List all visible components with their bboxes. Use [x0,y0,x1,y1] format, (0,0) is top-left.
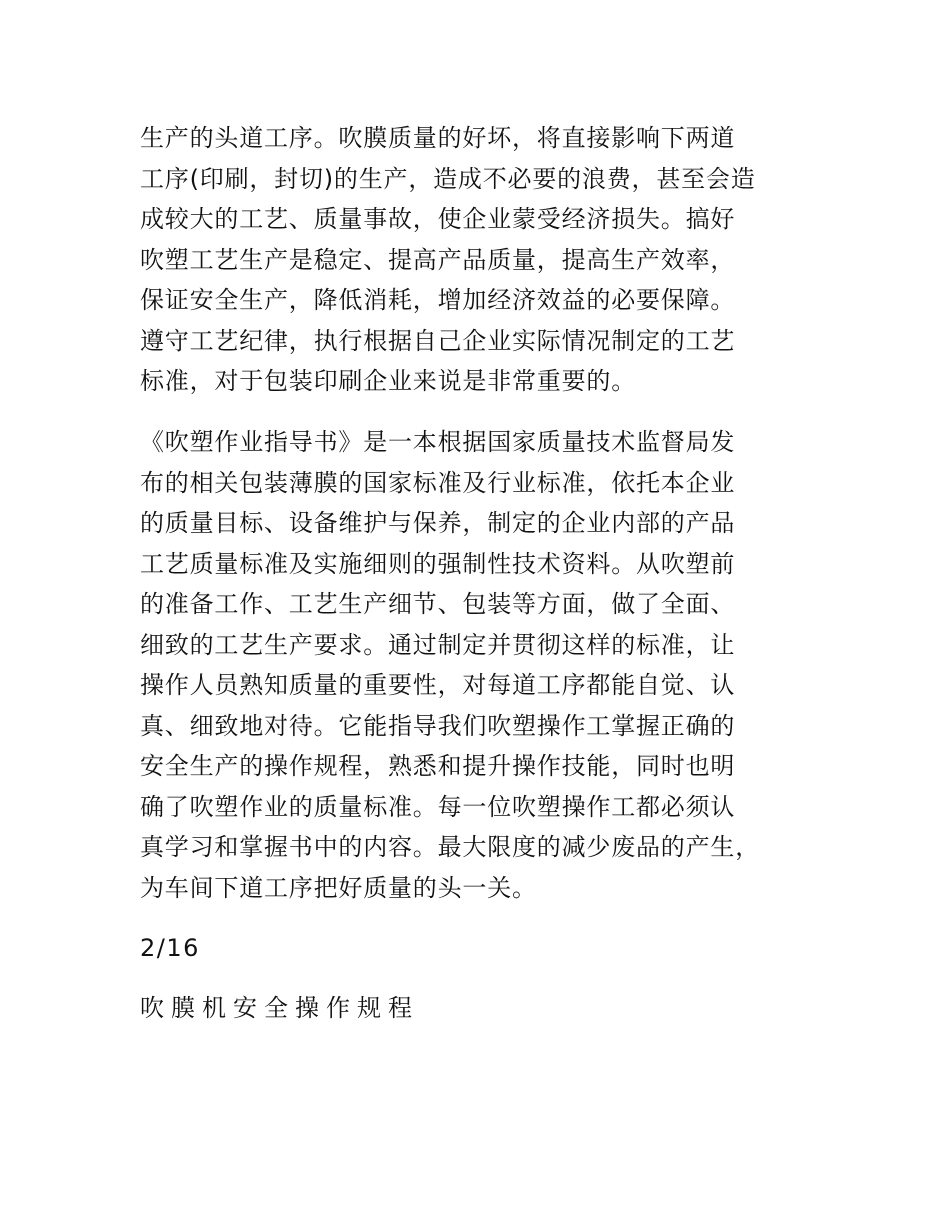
paragraph-line: 保证安全生产，降低消耗，增加经济效益的必要保障。 [140,286,736,314]
paragraph-line: 安全生产的操作规程，熟悉和提升操作技能，同时也明 [140,752,736,780]
paragraph-line: 的准备工作、工艺生产细节、包装等方面，做了全面、 [140,590,736,618]
paragraph-line: 《吹塑作业指导书》是一本根据国家质量技术监督局发 [140,428,736,456]
paragraph-1 [140,118,840,402]
paragraph-line: 标准，对于包装印刷企业来说是非常重要的。 [140,367,636,395]
paragraph-line: 工艺质量标准及实施细则的强制性技术资料。从吹塑前 [140,549,736,578]
paragraph-line: 布的相关包装薄膜的国家标准及行业标准，依托本企业 [140,468,736,497]
paragraph-line: 遵守工艺纪律，执行根据自己企业实际情况制定的工艺 [140,326,736,355]
paragraph-line: 成较大的工艺、质量事故，使企业蒙受经济损失。搞好 [140,205,736,233]
paragraph-line: 真、细致地对待。它能指导我们吹塑操作工掌握正确的 [140,711,736,740]
paragraph-line: 真学习和掌握书中的内容。最大限度的减少废品的产生， [140,833,760,861]
page-number: 2/16 [140,934,200,962]
paragraph-line: 细致的工艺生产要求。通过制定并贯彻这样的标准，让 [140,630,736,659]
section-heading: 吹膜机安全操作规程 [140,994,419,1022]
paragraph-line: 确了吹塑作业的质量标准。每一位吹塑操作工都必须认 [140,792,736,821]
paragraph-line: 生产的头道工序。吹膜质量的好坏，将直接影响下两道 [140,124,736,152]
paragraph-line: 工序(印刷，封切)的生产，造成不必要的浪费，甚至会造 [140,164,756,193]
paragraph-line: 的质量目标、设备维护与保养，制定的企业内部的产品 [140,509,736,537]
paragraph-2 [140,422,840,949]
paragraph-line [140,908,840,949]
paragraph-line: 操作人员熟知质量的重要性，对每道工序都能自觉、认 [140,671,736,699]
paragraph-line: 为车间下道工序把好质量的头一关。 [140,873,537,902]
paragraph-line: 吹塑工艺生产是稳定、提高产品质量，提高生产效率， [140,245,736,274]
